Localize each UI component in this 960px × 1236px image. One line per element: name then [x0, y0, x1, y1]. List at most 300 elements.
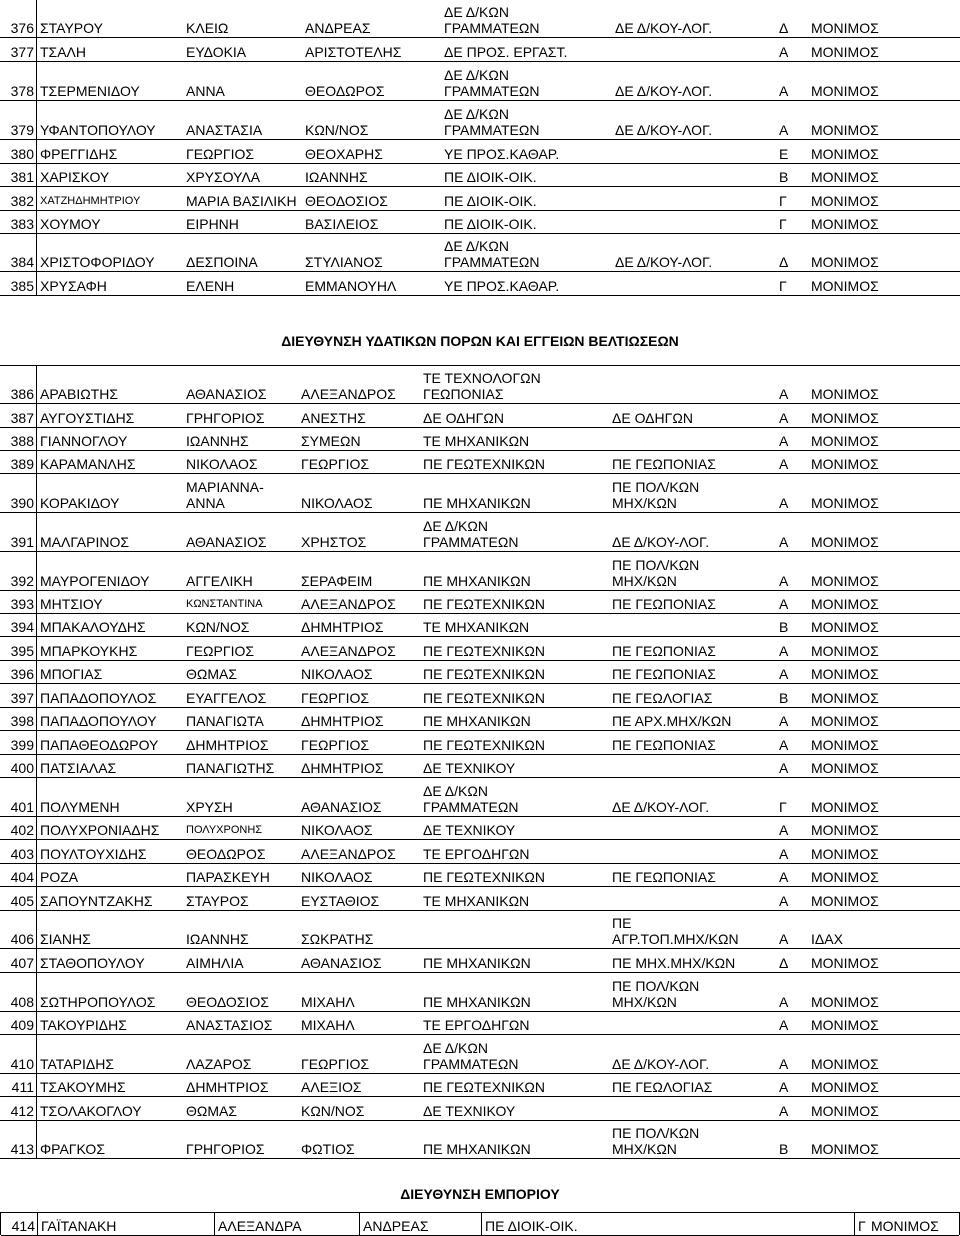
table-row	[0, 404, 960, 428]
status-cell: ΜΟΝΙΜΟΣ	[811, 534, 879, 550]
father-name-cell: ΕΜΜΑΝΟΥΗΛ	[305, 278, 397, 294]
first-name-cell: ΛΑΖΑΡΟΣ	[186, 1056, 252, 1072]
father-name-cell: ΝΙΚΟΛΑΟΣ	[301, 869, 373, 885]
grade-cell: Β	[779, 1141, 789, 1157]
father-name-cell: ΑΛΕΞΑΝΔΡΟΣ	[301, 596, 396, 612]
row-number: 378	[10, 83, 34, 99]
row-number: 399	[10, 737, 34, 753]
first-name-cell: ΑΓΓΕΛΙΚΗ	[186, 573, 253, 589]
father-name-cell: ΝΙΚΟΛΑΟΣ	[301, 666, 373, 682]
father-name-cell: ΧΡΗΣΤΟΣ	[301, 534, 367, 550]
father-name-cell: ΑΝΔΡΕΑΣ	[363, 1218, 429, 1234]
branch-cell: ΔΕ Δ/ΚΟΥ-ΛΟΓ.	[612, 799, 710, 815]
status-cell: ΜΟΝΙΜΟΣ	[811, 869, 879, 885]
branch-cell: ΔΕ Δ/ΚΟΥ-ΛΟΓ.	[612, 534, 710, 550]
surname-cell: ΤΑΤΑΡΙΔΗΣ	[40, 1056, 115, 1072]
table-row	[0, 911, 960, 949]
grade-cell: Β	[779, 690, 789, 706]
status-cell: ΜΟΝΙΜΟΣ	[811, 44, 879, 60]
specialty-cell: ΠΕ ΓΕΩΤΕΧΝΙΚΩΝ	[423, 690, 545, 706]
specialty-cell: ΠΕ ΜΗΧΑΝΙΚΩΝ	[423, 495, 531, 511]
grade-cell: Α	[779, 822, 789, 838]
branch-cell: ΠΕ ΠΟΛ/ΚΩΝ ΜΗΧ/ΚΩΝ	[612, 978, 700, 1010]
surname-cell: ΜΠΑΡΚΟΥΚΗΣ	[40, 643, 138, 659]
branch-cell: ΠΕ ΓΕΩΠΟΝΙΑΣ	[612, 869, 716, 885]
father-name-cell: ΑΛΕΞΙΟΣ	[301, 1079, 362, 1095]
first-name-cell: ΑΘΑΝΑΣΙΟΣ	[186, 534, 267, 550]
row-number: 396	[10, 666, 34, 682]
table-row	[0, 1074, 960, 1097]
specialty-cell: ΠΕ ΓΕΩΤΕΧΝΙΚΩΝ	[423, 596, 545, 612]
first-name-cell: ΓΡΗΓΟΡΙΟΣ	[186, 1141, 265, 1157]
father-name-cell: ΑΡΙΣΤΟΤΕΛΗΣ	[305, 44, 402, 60]
father-name-cell: ΑΛΕΞΑΝΔΡΟΣ	[301, 386, 396, 402]
table-row	[0, 428, 960, 451]
grade-cell: Γ	[779, 278, 787, 294]
grade-cell: Α	[779, 122, 789, 138]
column-divider	[36, 0, 37, 296]
row-number: 403	[10, 846, 34, 862]
table-row	[0, 817, 960, 840]
table-row	[0, 0, 960, 38]
branch-cell: ΠΕ ΑΓΡ.ΤΟΠ.ΜΗΧ/ΚΩΝ	[612, 915, 739, 947]
row-number: 412	[10, 1103, 34, 1119]
surname-cell: ΡΟΖΑ	[40, 869, 79, 885]
father-name-cell: ΘΕΟΧΑΡΗΣ	[305, 146, 383, 162]
father-name-cell: ΔΗΜΗΤΡΙΟΣ	[301, 713, 384, 729]
row-number: 379	[10, 122, 34, 138]
surname-cell: ΤΣΑΛΗ	[40, 44, 87, 60]
status-cell: ΜΟΝΙΜΟΣ	[811, 690, 879, 706]
specialty-cell: ΠΕ ΓΕΩΤΕΧΝΙΚΩΝ	[423, 643, 545, 659]
father-name-cell: ΝΙΚΟΛΑΟΣ	[301, 495, 373, 511]
row-number: 383	[10, 216, 34, 232]
grade-cell: Α	[779, 994, 789, 1010]
father-name-cell: ΘΕΟΔΟΣΙΟΣ	[305, 193, 388, 209]
surname-cell: ΜΠΑΚΑΛΟΥΔΗΣ	[40, 619, 146, 635]
grade-cell: Α	[779, 410, 789, 426]
branch-cell: ΠΕ ΓΕΩΠΟΝΙΑΣ	[612, 666, 716, 682]
specialty-cell: ΠΕ ΓΕΩΤΕΧΝΙΚΩΝ	[423, 456, 545, 472]
first-name-cell: ΠΟΛΥΧΡΟΝΗΣ	[186, 824, 263, 836]
surname-cell: ΤΣΕΡΜΕΝΙΔΟΥ	[40, 83, 140, 99]
father-name-cell: ΣΤΥΛΙΑΝΟΣ	[305, 254, 383, 270]
grade-cell: Ε	[779, 146, 789, 162]
row-number: 395	[10, 643, 34, 659]
table-row	[0, 366, 960, 404]
surname-cell: ΜΠΟΓΙΑΣ	[40, 666, 103, 682]
surname-cell: ΠΑΠΑΔΟΠΟΥΛΟΣ	[40, 690, 157, 706]
specialty-cell: ΔΕ Δ/ΚΩΝ ΓΡΑΜΜΑΤΕΩΝ	[444, 106, 540, 138]
status-cell: ΜΟΝΙΜΟΣ	[811, 994, 879, 1010]
father-name-cell: ΑΘΑΝΑΣΙΟΣ	[301, 955, 382, 971]
table-row	[0, 552, 960, 591]
table-row	[0, 637, 960, 661]
status-cell: ΜΟΝΙΜΟΣ	[811, 169, 879, 185]
first-name-cell: ΘΩΜΑΣ	[186, 1103, 238, 1119]
grade-cell: Δ	[779, 20, 789, 36]
status-cell: ΜΟΝΙΜΟΣ	[811, 893, 879, 909]
grade-cell: Α	[779, 713, 789, 729]
specialty-cell: ΠΕ ΔΙΟΙΚ-ΟΙΚ.	[485, 1218, 578, 1234]
branch-cell: ΔΕ Δ/ΚΟΥ-ΛΟΓ.	[615, 122, 713, 138]
row-number: 394	[10, 619, 34, 635]
branch-cell: ΠΕ ΜΗΧ.ΜΗΧ/ΚΩΝ	[612, 955, 736, 971]
surname-cell: ΦΡΑΓΚΟΣ	[40, 1141, 105, 1157]
status-cell: ΜΟΝΙΜΟΣ	[811, 254, 879, 270]
first-name-cell: ΕΥΑΓΓΕΛΟΣ	[186, 690, 267, 706]
specialty-cell: ΔΕ Δ/ΚΩΝ ΓΡΑΜΜΑΤΕΩΝ	[423, 518, 519, 550]
grade-cell: Δ	[779, 254, 789, 270]
father-name-cell: ΓΕΩΡΓΙΟΣ	[301, 690, 369, 706]
table-row	[0, 1012, 960, 1035]
row-number: 389	[10, 456, 34, 472]
branch-cell: ΠΕ ΠΟΛ/ΚΩΝ ΜΗΧ/ΚΩΝ	[612, 479, 700, 511]
surname-cell: ΧΟΥΜΟΥ	[40, 216, 101, 232]
specialty-cell: ΔΕ Δ/ΚΩΝ ΓΡΑΜΜΑΤΕΩΝ	[423, 783, 519, 815]
first-name-cell: ΑΛΕΞΑΝΔΡΑ	[218, 1218, 302, 1234]
status-cell: ΜΟΝΙΜΟΣ	[811, 799, 879, 815]
status-cell: ΜΟΝΙΜΟΣ	[811, 495, 879, 511]
column-divider	[37, 1213, 38, 1235]
row-number: 385	[10, 278, 34, 294]
first-name-cell: ΜΑΡΙΑΝΝΑ- ΑΝΝΑ	[186, 479, 264, 511]
personnel-table-section-1	[0, 0, 960, 296]
first-name-cell: ΧΡΥΣΟΥΛΑ	[186, 169, 261, 185]
table-row	[0, 140, 960, 164]
table-row	[0, 513, 960, 552]
father-name-cell: ΙΩΑΝΝΗΣ	[305, 169, 368, 185]
row-number: 408	[10, 994, 34, 1010]
first-name-cell: ΓΕΩΡΓΙΟΣ	[186, 146, 254, 162]
grade-cell: Γ	[779, 193, 787, 209]
row-number: 390	[10, 495, 34, 511]
table-row	[0, 864, 960, 887]
father-name-cell: ΘΕΟΔΩΡΟΣ	[305, 83, 385, 99]
surname-cell: ΚΟΡΑΚΙΔΟΥ	[40, 495, 120, 511]
column-divider	[854, 1213, 855, 1235]
first-name-cell: ΘΩΜΑΣ	[186, 666, 238, 682]
first-name-cell: ΑΝΑΣΤΑΣΙΑ	[186, 122, 263, 138]
status-cell: ΜΟΝΙΜΟΣ	[811, 1103, 879, 1119]
first-name-cell: ΑΝΑΣΤΑΣΙΟΣ	[186, 1017, 273, 1033]
status-cell: ΜΟΝΙΜΟΣ	[811, 1141, 879, 1157]
first-name-cell: ΚΩΝΣΤΑΝΤΙΝΑ	[186, 598, 263, 610]
table-row	[0, 101, 960, 140]
surname-cell: ΣΙΑΝΗΣ	[40, 931, 91, 947]
surname-cell: ΥΦΑΝΤΟΠΟΥΛΟΥ	[40, 122, 156, 138]
row-number: 413	[10, 1141, 34, 1157]
row-number: 400	[10, 760, 34, 776]
father-name-cell: ΑΛΕΞΑΝΔΡΟΣ	[301, 846, 396, 862]
branch-cell: ΠΕ ΠΟΛ/ΚΩΝ ΜΗΧ/ΚΩΝ	[612, 1125, 700, 1157]
table-row	[0, 949, 960, 973]
table-row	[0, 164, 960, 187]
surname-cell: ΠΟΥΛΤΟΥΧΙΔΗΣ	[40, 846, 147, 862]
specialty-cell: ΠΕ ΜΗΧΑΝΙΚΩΝ	[423, 573, 531, 589]
specialty-cell: ΔΕ Δ/ΚΩΝ ΓΡΑΜΜΑΤΕΩΝ	[444, 4, 540, 36]
first-name-cell: ΘΕΟΔΟΣΙΟΣ	[186, 994, 269, 1010]
specialty-cell: ΔΕ ΟΔΗΓΩΝ	[423, 410, 504, 426]
table-row	[0, 661, 960, 684]
status-cell: ΜΟΝΙΜΟΣ	[811, 737, 879, 753]
status-cell: ΜΟΝΙΜΟΣ	[811, 666, 879, 682]
father-name-cell: ΦΩΤΙΟΣ	[301, 1141, 355, 1157]
row-number: 388	[10, 433, 34, 449]
father-name-cell: ΣΩΚΡΑΤΗΣ	[301, 931, 374, 947]
row-number: 398	[10, 713, 34, 729]
table-row	[0, 1097, 960, 1121]
table-row	[0, 187, 960, 211]
specialty-cell: ΥΕ ΠΡΟΣ.ΚΑΘΑΡ.	[444, 278, 560, 294]
first-name-cell: ΑΝΝΑ	[186, 83, 225, 99]
grade-cell: Α	[779, 1079, 789, 1095]
row-number: 392	[10, 573, 34, 589]
table-row	[0, 272, 960, 296]
specialty-cell: ΔΕ Δ/ΚΩΝ ΓΡΑΜΜΑΤΕΩΝ	[444, 238, 540, 270]
surname-cell: ΠΟΛΥΧΡΟΝΙΑΔΗΣ	[40, 822, 160, 838]
status-cell: ΜΟΝΙΜΟΣ	[811, 955, 879, 971]
specialty-cell: ΠΕ ΓΕΩΤΕΧΝΙΚΩΝ	[423, 1079, 545, 1095]
surname-cell: ΠΟΛΥΜΕΝΗ	[40, 799, 120, 815]
column-divider	[481, 1213, 482, 1235]
table-row	[0, 755, 960, 778]
first-name-cell: ΕΥΔΟΚΙΑ	[186, 44, 247, 60]
surname-cell: ΠΑΤΣΙΑΛΑΣ	[40, 760, 117, 776]
branch-cell: ΔΕ Δ/ΚΟΥ-ΛΟΓ.	[612, 1056, 710, 1072]
status-cell: ΜΟΝΙΜΟΣ	[811, 83, 879, 99]
first-name-cell: ΑΙΜΗΛΙΑ	[186, 955, 244, 971]
specialty-cell: ΠΕ ΜΗΧΑΝΙΚΩΝ	[423, 1141, 531, 1157]
grade-cell: Α	[779, 931, 789, 947]
surname-cell: ΧΡΙΣΤΟΦΟΡΙΔΟΥ	[40, 254, 155, 270]
first-name-cell: ΜΑΡΙΑ ΒΑΣΙΛΙΚΗ	[186, 193, 297, 209]
first-name-cell: ΕΙΡΗΝΗ	[186, 216, 239, 232]
specialty-cell: ΔΕ Δ/ΚΩΝ ΓΡΑΜΜΑΤΕΩΝ	[444, 67, 540, 99]
first-name-cell: ΠΑΝΑΓΙΩΤΑ	[186, 713, 264, 729]
specialty-cell: ΔΕ ΤΕΧΝΙΚΟΥ	[423, 760, 516, 776]
grade-cell: Α	[779, 534, 789, 550]
surname-cell: ΧΑΤΖΗΔΗΜΗΤΡΙΟΥ	[40, 195, 141, 207]
father-name-cell: ΜΙΧΑΗΛ	[301, 994, 355, 1010]
grade-cell: Β	[779, 619, 789, 635]
father-name-cell: ΑΝΔΡΕΑΣ	[305, 20, 371, 36]
father-name-cell: ΕΥΣΤΑΘΙΟΣ	[301, 893, 380, 909]
row-number: 381	[10, 169, 34, 185]
table-row	[0, 38, 960, 62]
grade-cell: Α	[779, 869, 789, 885]
row-number: 410	[10, 1056, 34, 1072]
first-name-cell: ΔΕΣΠΟΙΝΑ	[186, 254, 258, 270]
father-name-cell: ΓΕΩΡΓΙΟΣ	[301, 456, 369, 472]
row-number: 377	[10, 44, 34, 60]
row-number: 404	[10, 869, 34, 885]
father-name-cell: ΚΩΝ/ΝΟΣ	[305, 122, 369, 138]
first-name-cell: ΝΙΚΟΛΑΟΣ	[186, 456, 258, 472]
status-cell: ΜΟΝΙΜΟΣ	[811, 846, 879, 862]
personnel-table-section-2	[0, 365, 960, 1159]
status-cell: ΜΟΝΙΜΟΣ	[811, 122, 879, 138]
grade-cell: Α	[779, 1017, 789, 1033]
table-row	[0, 474, 960, 513]
status-cell: ΜΟΝΙΜΟΣ	[811, 193, 879, 209]
surname-cell: ΜΑΛΓΑΡΙΝΟΣ	[40, 534, 129, 550]
status-cell: ΜΟΝΙΜΟΣ	[811, 619, 879, 635]
row-number: 405	[10, 893, 34, 909]
status-cell: ΜΟΝΙΜΟΣ	[811, 643, 879, 659]
surname-cell: ΧΑΡΙΣΚΟΥ	[40, 169, 110, 185]
father-name-cell: ΑΘΑΝΑΣΙΟΣ	[301, 799, 382, 815]
status-cell: ΜΟΝΙΜΟΣ	[811, 573, 879, 589]
personnel-table-section-3	[0, 1212, 960, 1235]
row-number: 401	[10, 799, 34, 815]
table-row	[0, 62, 960, 101]
surname-cell: ΣΤΑΥΡΟΥ	[40, 20, 103, 36]
specialty-cell: ΠΕ ΔΙΟΙΚ-ΟΙΚ.	[444, 216, 537, 232]
table-row	[0, 211, 960, 234]
grade-cell: Α	[779, 573, 789, 589]
surname-cell: ΑΥΓΟΥΣΤΙΔΗΣ	[40, 410, 135, 426]
grade-cell: Α	[779, 666, 789, 682]
specialty-cell: ΤΕ ΜΗΧΑΝΙΚΩΝ	[423, 433, 530, 449]
status-cell: ΜΟΝΙΜΟΣ	[811, 713, 879, 729]
surname-cell: ΤΣΑΚΟΥΜΗΣ	[40, 1079, 126, 1095]
branch-cell: ΔΕ ΟΔΗΓΩΝ	[612, 410, 693, 426]
branch-cell: ΠΕ ΓΕΩΛΟΓΙΑΣ	[612, 1079, 713, 1095]
first-name-cell: ΣΤΑΥΡΟΣ	[186, 893, 249, 909]
section-title: ΔΙΕΥΘΥΝΣΗ ΥΔΑΤΙΚΩΝ ΠΟΡΩΝ ΚΑΙ ΕΓΓΕΙΩΝ ΒΕΛΤΙΩΣΕΩΝ	[281, 333, 679, 349]
first-name-cell: ΠΑΡΑΣΚΕΥΗ	[186, 869, 270, 885]
table-row	[0, 973, 960, 1012]
branch-cell: ΠΕ ΓΕΩΠΟΝΙΑΣ	[612, 643, 716, 659]
father-name-cell: ΚΩΝ/ΝΟΣ	[301, 1103, 365, 1119]
grade-cell: Α	[779, 760, 789, 776]
first-name-cell: ΔΗΜΗΤΡΙΟΣ	[186, 1079, 269, 1095]
first-name-cell: ΙΩΑΝΝΗΣ	[186, 931, 249, 947]
row-number: 397	[10, 690, 34, 706]
row-number: 386	[10, 386, 34, 402]
status-cell: ΜΟΝΙΜΟΣ	[811, 20, 879, 36]
grade-cell: Α	[779, 456, 789, 472]
row-number: 384	[10, 254, 34, 270]
branch-cell: ΠΕ ΓΕΩΛΟΓΙΑΣ	[612, 690, 713, 706]
status-cell: ΜΟΝΙΜΟΣ	[871, 1218, 939, 1234]
grade-cell: Δ	[779, 955, 789, 971]
table-row	[0, 887, 960, 911]
row-number: 387	[10, 410, 34, 426]
table-row	[0, 731, 960, 755]
surname-cell: ΚΑΡΑΜΑΝΛΗΣ	[40, 456, 136, 472]
status-cell: ΜΟΝΙΜΟΣ	[811, 456, 879, 472]
surname-cell: ΣΤΑΘΟΠΟΥΛΟΥ	[40, 955, 145, 971]
status-cell: ΜΟΝΙΜΟΣ	[811, 216, 879, 232]
father-name-cell: ΔΗΜΗΤΡΙΟΣ	[301, 619, 384, 635]
specialty-cell: ΔΕ ΤΕΧΝΙΚΟΥ	[423, 1103, 516, 1119]
grade-cell: Α	[779, 846, 789, 862]
row-number: 411	[11, 1079, 34, 1095]
surname-cell: ΓΙΑΝΝΟΓΛΟΥ	[40, 433, 128, 449]
first-name-cell: ΘΕΟΔΩΡΟΣ	[186, 846, 266, 862]
row-number: 409	[10, 1017, 34, 1033]
specialty-cell: ΤΕ ΕΡΓΟΔΗΓΩΝ	[423, 846, 530, 862]
surname-cell: ΠΑΠΑΘΕΟΔΩΡΟΥ	[40, 737, 159, 753]
first-name-cell: ΔΗΜΗΤΡΙΟΣ	[186, 737, 269, 753]
grade-cell: Γ	[779, 216, 787, 232]
first-name-cell: ΚΩΝ/ΝΟΣ	[186, 619, 250, 635]
father-name-cell: ΣΕΡΑΦΕΙΜ	[301, 573, 373, 589]
table-row	[0, 708, 960, 731]
first-name-cell: ΙΩΑΝΝΗΣ	[186, 433, 249, 449]
status-cell: ΜΟΝΙΜΟΣ	[811, 1056, 879, 1072]
father-name-cell: ΓΕΩΡΓΙΟΣ	[301, 737, 369, 753]
surname-cell: ΓΑΪΤΑΝΑΚΗ	[41, 1218, 117, 1234]
father-name-cell: ΓΕΩΡΓΙΟΣ	[301, 1056, 369, 1072]
surname-cell: ΑΡΑΒΙΩΤΗΣ	[40, 386, 118, 402]
row-number: 402	[10, 822, 34, 838]
grade-cell: Α	[779, 737, 789, 753]
father-name-cell: ΜΙΧΑΗΛ	[301, 1017, 355, 1033]
column-divider	[359, 1213, 360, 1235]
status-cell: ΙΔΑΧ	[811, 931, 843, 947]
branch-cell: ΔΕ Δ/ΚΟΥ-ΛΟΓ.	[615, 254, 713, 270]
row-number: 380	[10, 146, 34, 162]
father-name-cell: ΔΗΜΗΤΡΙΟΣ	[301, 760, 384, 776]
status-cell: ΜΟΝΙΜΟΣ	[811, 1017, 879, 1033]
status-cell: ΜΟΝΙΜΟΣ	[811, 386, 879, 402]
father-name-cell: ΑΝΕΣΤΗΣ	[301, 410, 366, 426]
grade-cell: Β	[779, 169, 789, 185]
surname-cell: ΜΗΤΣΙΟΥ	[40, 596, 103, 612]
first-name-cell: ΧΡΥΣΗ	[186, 799, 233, 815]
surname-cell: ΠΑΠΑΔΟΠΟΥΛΟΥ	[40, 713, 157, 729]
table-row	[0, 234, 960, 272]
specialty-cell: ΠΕ ΓΕΩΤΕΧΝΙΚΩΝ	[423, 666, 545, 682]
row-number: 376	[10, 20, 34, 36]
father-name-cell: ΝΙΚΟΛΑΟΣ	[301, 822, 373, 838]
grade-cell: Α	[779, 495, 789, 511]
row-number: 406	[10, 931, 34, 947]
grade-cell: Α	[779, 1056, 789, 1072]
table-row	[0, 591, 960, 614]
specialty-cell: ΥΕ ΠΡΟΣ.ΚΑΘΑΡ.	[444, 146, 560, 162]
grade-cell: Α	[779, 1103, 789, 1119]
surname-cell: ΣΩΤΗΡΟΠΟΥΛΟΣ	[40, 994, 156, 1010]
specialty-cell: ΠΕ ΔΙΟΙΚ-ΟΙΚ.	[444, 169, 537, 185]
surname-cell: ΜΑΥΡΟΓΕΝΙΔΟΥ	[40, 573, 150, 589]
grade-cell: Α	[779, 596, 789, 612]
table-row	[0, 614, 960, 637]
father-name-cell: ΑΛΕΞΑΝΔΡΟΣ	[301, 643, 396, 659]
surname-cell: ΣΑΠΟΥΝΤΖΑΚΗΣ	[40, 893, 153, 909]
grade-cell: Α	[779, 433, 789, 449]
specialty-cell: ΤΕ ΕΡΓΟΔΗΓΩΝ	[423, 1017, 530, 1033]
grade-cell: Α	[779, 386, 789, 402]
surname-cell: ΧΡΥΣΑΦΗ	[40, 278, 107, 294]
branch-cell: ΔΕ Δ/ΚΟΥ-ΛΟΓ.	[615, 20, 713, 36]
table-row	[0, 451, 960, 474]
father-name-cell: ΒΑΣΙΛΕΙΟΣ	[305, 216, 379, 232]
surname-cell: ΤΣΟΛΑΚΟΓΛΟΥ	[40, 1103, 142, 1119]
section-title: ΔΙΕΥΘΥΝΣΗ ΕΜΠΟΡΙΟΥ	[400, 1186, 560, 1202]
branch-cell: ΠΕ ΑΡΧ.ΜΗΧ/ΚΩΝ	[612, 713, 732, 729]
status-cell: ΜΟΝΙΜΟΣ	[811, 596, 879, 612]
first-name-cell: ΑΘΑΝΑΣΙΟΣ	[186, 386, 267, 402]
table-row	[0, 778, 960, 817]
specialty-cell: ΔΕ Δ/ΚΩΝ ΓΡΑΜΜΑΤΕΩΝ	[423, 1040, 519, 1072]
first-name-cell: ΓΡΗΓΟΡΙΟΣ	[186, 410, 265, 426]
first-name-cell: ΠΑΝΑΓΙΩΤΗΣ	[186, 760, 275, 776]
table-row	[1, 1213, 959, 1236]
